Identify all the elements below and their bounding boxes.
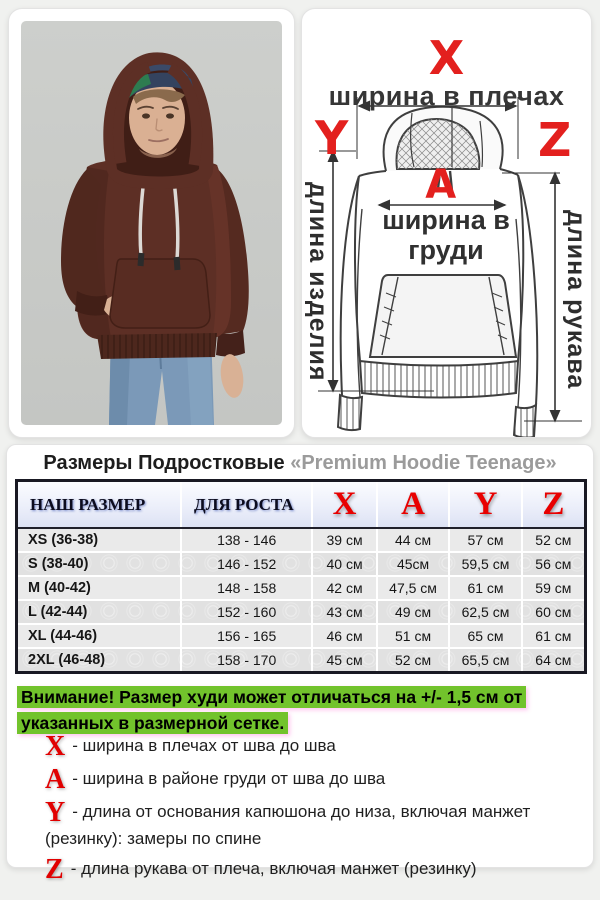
size-row-m xyxy=(18,576,584,600)
size-table-wrapper xyxy=(15,479,587,674)
y-cell: 62,5 см xyxy=(449,600,521,624)
a-cell: 49 см xyxy=(377,600,449,624)
header-our-size: НАШ РАЗМЕР xyxy=(18,482,181,528)
legend-text-x: - ширина в плечах от шва до шва xyxy=(72,736,336,755)
height-cell: 148 - 158 xyxy=(181,576,312,600)
section-title-product: «Premium Hoodie Teenage» xyxy=(290,452,557,474)
header-a: A xyxy=(377,482,449,528)
z-cell: 56 см xyxy=(522,552,584,576)
y-cell: 57 см xyxy=(449,528,521,552)
size-table-section xyxy=(6,444,594,885)
x-cell: 43 см xyxy=(312,600,377,624)
size-table xyxy=(18,482,584,671)
height-cell: 152 - 160 xyxy=(181,600,312,624)
legend-text-z: - длина рукава от плеча, включая манжет (резинку) xyxy=(70,858,477,878)
size-cell: 2XL (46-48) xyxy=(18,648,181,671)
diagram-letter-x: X xyxy=(428,31,465,85)
legend-letter-y: Y xyxy=(45,797,66,828)
hem-band xyxy=(97,333,217,359)
legend-item-y xyxy=(45,799,590,851)
diagram-letter-z: Z xyxy=(538,113,572,167)
size-cell: L (42-44) xyxy=(18,600,181,624)
hoodie-outline xyxy=(338,107,537,437)
z-cell: 60 см xyxy=(522,600,584,624)
y-cell: 59,5 см xyxy=(449,552,521,576)
a-cell: 51 см xyxy=(377,624,449,648)
size-row-xl xyxy=(18,624,584,648)
size-row-l xyxy=(18,600,584,624)
header-for-height: ДЛЯ РОСТА xyxy=(181,482,312,528)
size-cell: XL (44-46) xyxy=(18,624,181,648)
y-cell: 65 см xyxy=(449,624,521,648)
a-cell: 44 см xyxy=(377,528,449,552)
header-x: X xyxy=(312,482,377,528)
model-photo-panel xyxy=(8,8,295,438)
height-cell: 138 - 146 xyxy=(181,528,312,552)
z-cell: 64 см xyxy=(522,648,584,671)
legend-text-a: - ширина в районе груди от шва до шва xyxy=(72,769,386,788)
y-cell: 61 см xyxy=(449,576,521,600)
diagram-letter-y: Y xyxy=(315,111,349,165)
size-cell: XS (36-38) xyxy=(18,528,181,552)
x-cell: 40 см xyxy=(312,552,377,576)
x-cell: 46 см xyxy=(312,624,377,648)
z-cell: 61 см xyxy=(522,624,584,648)
legend-letter-x: X xyxy=(45,731,66,762)
section-title-main: Размеры Подростковые xyxy=(43,452,285,474)
height-cell: 158 - 170 xyxy=(181,648,312,671)
a-cell: 47,5 см xyxy=(377,576,449,600)
legend-text-y: - длина от основания капюшона до низа, включая манжет (резинку): замеры по спине xyxy=(45,802,531,848)
legend-letter-a: A xyxy=(45,764,66,795)
height-cell: 146 - 152 xyxy=(181,552,312,576)
header-y: Y xyxy=(449,482,521,528)
legend-item-z xyxy=(45,853,590,885)
legend-item-a xyxy=(45,766,590,794)
size-warning xyxy=(17,684,569,737)
size-cell: M (40-42) xyxy=(18,576,181,600)
size-row-xs xyxy=(18,528,584,552)
size-warning-text: Внимание! Размер худи может отличаться на +/- 1,5 см от указанных в размерной сетке. xyxy=(17,686,526,734)
legend-item-x xyxy=(45,733,590,761)
x-cell: 39 см xyxy=(312,528,377,552)
a-cell: 45см xyxy=(377,552,449,576)
y-cell: 65,5 см xyxy=(449,648,521,671)
x-cell: 42 см xyxy=(312,576,377,600)
diagram-label-body-length: длина изделия xyxy=(304,182,332,382)
z-cell: 59 см xyxy=(522,576,584,600)
header-z: Z xyxy=(522,482,584,528)
measurement-legend xyxy=(45,733,590,889)
legend-letter-z: Z xyxy=(45,853,64,885)
table-header-row xyxy=(18,482,584,528)
a-cell: 52 см xyxy=(377,648,449,671)
section-title xyxy=(7,452,593,475)
kangaroo-pocket xyxy=(110,259,210,328)
diagram-label-shoulder-width: ширина в плечах xyxy=(328,81,565,111)
z-cell: 52 см xyxy=(522,528,584,552)
measurement-diagram-panel xyxy=(301,8,592,438)
x-cell: 45 см xyxy=(312,648,377,671)
height-cell: 156 - 165 xyxy=(181,624,312,648)
size-cell: S (38-40) xyxy=(18,552,181,576)
diagram-letter-a: A xyxy=(425,162,457,208)
diagram-label-chest-width: ширина в груди xyxy=(382,205,510,265)
model-photo-illustration xyxy=(21,21,282,425)
size-row-2xl xyxy=(18,648,584,671)
size-row-s xyxy=(18,552,584,576)
diagram-label-sleeve-length: длина рукава xyxy=(562,210,590,390)
